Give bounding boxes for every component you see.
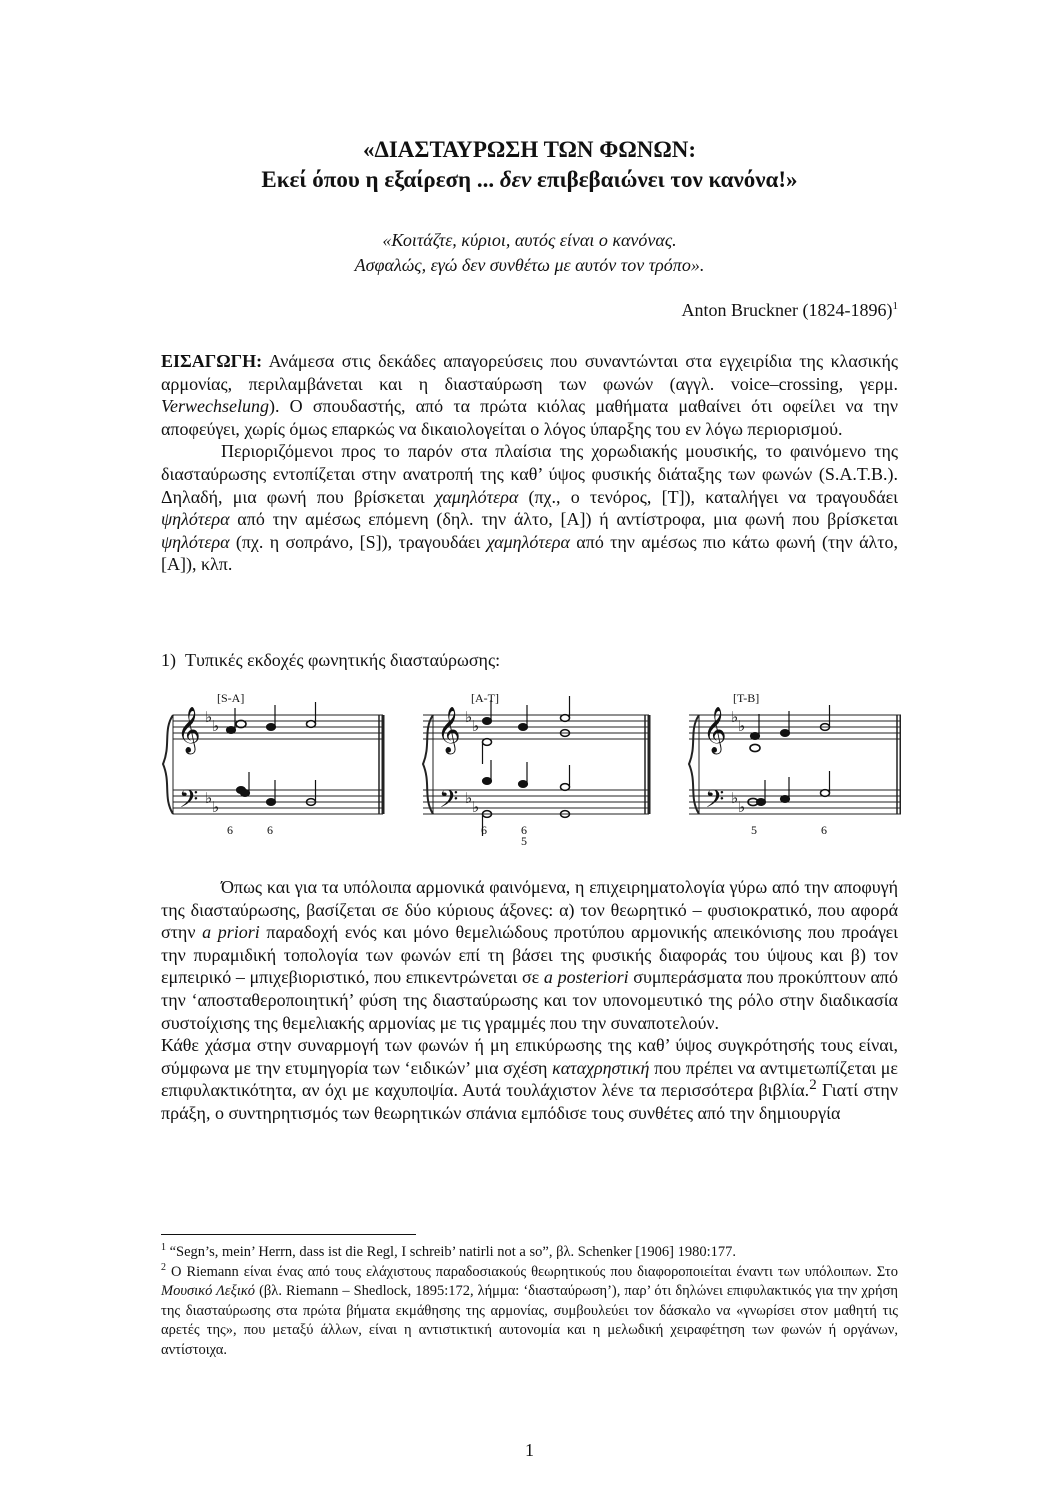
example-label: [T-B] bbox=[733, 691, 760, 705]
flat-icon: ♭ bbox=[731, 789, 739, 807]
figured-bass: 6 bbox=[267, 823, 273, 837]
figured-bass: 6 bbox=[227, 823, 233, 837]
flat-icon: ♭ bbox=[738, 798, 746, 816]
music-examples-figure bbox=[161, 690, 901, 850]
figured-bass: 6 bbox=[521, 823, 527, 837]
bass-clef-icon: 𝄢 bbox=[179, 785, 199, 820]
section-heading: 1) Τυπικές εκδοχές φωνητικής διασταύρωσης: bbox=[161, 650, 501, 670]
epigraph bbox=[0, 228, 1059, 278]
epigraph-line-1: «Κοιτάζτε, κύριοι, αυτός είναι ο κανόνας. bbox=[382, 230, 677, 250]
intro-paragraph-2: Περιοριζόμενοι προς το παρόν στα πλαίσια της χορωδιακής μουσικής, το φαινόμενο της διασταύρωσης εντοπίζεται στην ανατροπή της καθ’ ύψος φυσικής διάταξης των φωνών (S.A.T.B.). Δηλαδή, μια φωνή που βρίσκεται χαμηλότερα (πχ., ο τενόρος, [T]), καταλήγει να τραγουδάει ψηλότερα από την αμέσως επόμενη (δηλ. την άλτο, [A]) ή αντίστροφα, μια φωνή που βρίσκεται ψηλότερα (πχ. η σοπράνο, [S]), τραγουδάει χαμηλότερα από την αμέσως πιο κάτω φωνή (την άλτο, [A]), κλπ. bbox=[161, 441, 898, 575]
flat-icon: ♭ bbox=[738, 717, 746, 735]
page-number: 1 bbox=[525, 1440, 534, 1460]
introduction bbox=[161, 350, 898, 576]
figured-bass: 5 bbox=[521, 834, 527, 848]
bass-clef-icon: 𝄢 bbox=[705, 785, 725, 820]
figured-bass: 6 bbox=[821, 823, 827, 837]
intro-paragraph-1: ΕΙΣΑΓΩΓΗ: Ανάμεσα στις δεκάδες απαγορεύσεις που συναντώνται στα εγχειρίδια της κλασικής αρμονίας, περιλαμβάνεται και η διασταύρωση των φωνών (αγγλ. voice–crossing, γερμ. Verwechselung). Ο σπουδαστής, από τα πρώτα κιόλας μαθήματα μαθαίνει ότι οφείλει να την αποφεύγει, χωρίς όμως επαρκώς να δικαιολογείται ο λόγος ύπαρξης του εν λόγω περιορισμού. bbox=[161, 351, 898, 439]
example-label: [S-A] bbox=[217, 691, 245, 705]
flat-icon: ♭ bbox=[212, 717, 220, 735]
body-paragraph-2: Κάθε χάσμα στην συναρμογή των φωνών ή μη επικύρωσης της καθ’ ύψος συγκρότησής τους είναι, σύμφωνα με την ετυμηγορία των ‘ειδικών’ μια σχέση καταχρηστική που πρέπει να αντιμετωπίζεται με επιφυλακτικότητα, αν όχι με καχυποψία. Αυτά τουλάχιστον λένε τα περισσότερα βιβλία.$^2$ Γιατί στην πράξη, ο συντηρητισμός των θεωρητικών σπάνια εμπόδισε τους συνθέτες από την δημιουργία bbox=[161, 1035, 898, 1123]
flat-icon: ♭ bbox=[212, 798, 220, 816]
epigraph-attribution: Anton Bruckner (1824-1896)$^1$ bbox=[681, 300, 898, 320]
flat-icon: ♭ bbox=[731, 708, 739, 726]
treble-clef-icon: 𝄞 bbox=[703, 707, 727, 753]
treble-clef-icon: 𝄞 bbox=[177, 707, 201, 753]
flat-icon: ♭ bbox=[205, 708, 213, 726]
footnotes bbox=[161, 1243, 898, 1360]
body-paragraph-1: Όπως και για τα υπόλοιπα αρμονικά φαινόμενα, η επιχειρηματολογία γύρω από την αποφυγή της διασταύρωσης, βασίζεται σε δύο κύριους άξονες: α) τον θεωρητικό – φυσιοκρατικό, που αφορά στην a priori παραδοχή ενός και μόνο θεμελιώδους προτύπου αρμονικής απεικόνισης που προάγει την πυραμιδική τοπολογία των φωνών επί τη βάσει της φυσικής διαφοράς του ύψους και β) τον εμπειρικό – μπιχεβιοριστικό, που επικεντρώνεται σε a posteriori συμπεράσματα που προκύπτουν από την ‘αποσταθεροποιητική’ φύση της διασταύρωσης και τον υπονομευτικό της ρόλο στην διαδικασία συστοίχισης της θεμελιακής αρμονίας με τις γραμμές που την συναποτελούν. bbox=[161, 877, 899, 1033]
flat-icon: ♭ bbox=[465, 708, 473, 726]
flat-icon: ♭ bbox=[472, 717, 480, 735]
title-line-2: Εκεί όπου η εξαίρεση ... δεν επιβεβαιώνει τον κανόνα!» bbox=[261, 167, 798, 192]
flat-icon: ♭ bbox=[465, 789, 473, 807]
figured-bass: 5 bbox=[751, 823, 757, 837]
flat-icon: ♭ bbox=[205, 789, 213, 807]
footnote-ref-1[interactable]: 1 bbox=[892, 300, 898, 312]
title-line-1: «ΔΙΑΣΤΑΥΡΩΣΗ ΤΩΝ ΦΩΝΩΝ: bbox=[362, 137, 697, 162]
footnote-2: $^2$ Ο Riemann είναι ένας από τους ελάχιστους παραδοσιακούς θεωρητικούς που διαφοροποιείται έναντι των υπόλοιπων. Στο Μουσικό Λεξικό (βλ. Riemann – Shedlock, 1895:172, λήμμα: ‘διασταύρωση’), παρ’ ότι δηλώνει επιφυλακτικός για την χρήση της διασταύρωσης στα πρώτα βήματα εκμάθησης της αρμονίας, συμβουλεύει τον δάσκαλο να «γνωρίσει στον μαθητή τις αρετές της», που μεταξύ άλλων, είναι η αντιστικτική αυτονομία και η μελωδική χειραφέτηση των φωνών ή οργάνων, αντίστοιχα. bbox=[161, 1261, 898, 1358]
figured-bass: 6 bbox=[481, 823, 487, 837]
footnote-divider bbox=[161, 1234, 416, 1235]
bass-clef-icon: 𝄢 bbox=[439, 785, 459, 820]
main-body bbox=[161, 876, 898, 1125]
example-label: [A-T] bbox=[471, 691, 499, 705]
flat-icon: ♭ bbox=[472, 798, 480, 816]
footnote-ref-2[interactable]: 2 bbox=[809, 1077, 817, 1094]
treble-clef-icon: 𝄞 bbox=[437, 707, 461, 753]
footnote-1: $^1$ “Segn’s, mein’ Herrn, dass ist die Regl, I schreib’ natirli not a so”, βλ. Schenker [1906] 1980:177. bbox=[161, 1242, 736, 1260]
epigraph-line-2: Ασφαλώς, εγώ δεν συνθέτω με αυτόν τον τρόπο». bbox=[354, 255, 705, 275]
